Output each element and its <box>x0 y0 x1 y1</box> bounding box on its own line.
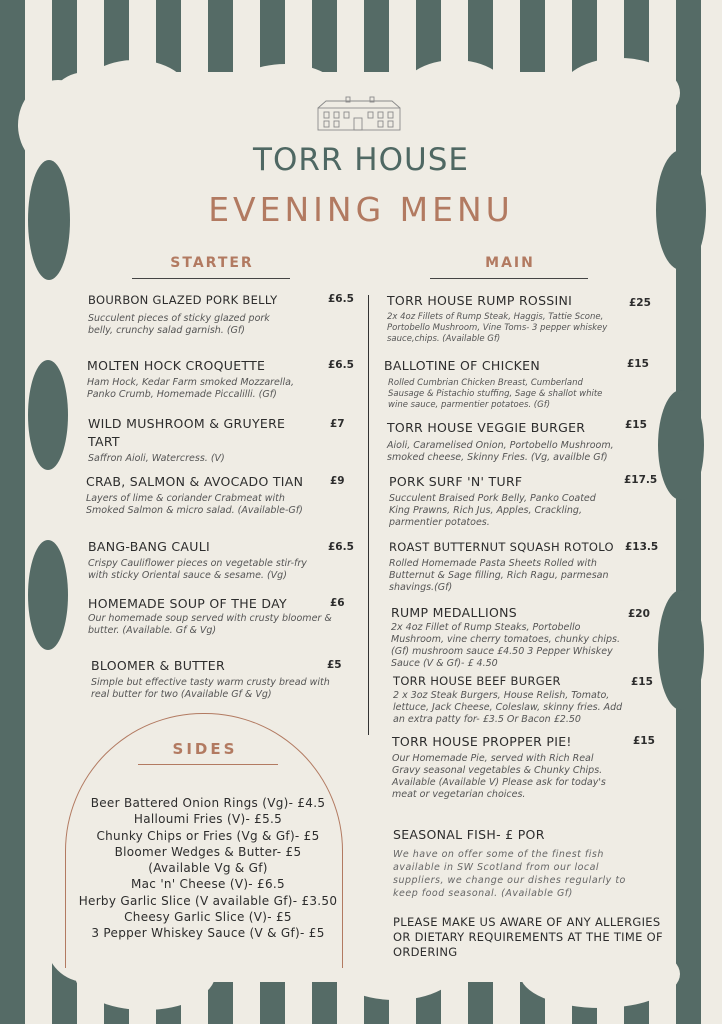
item-price: £5 <box>327 659 342 671</box>
item-desc: 2 x 3oz Steak Burgers, House Relish, Tomato, lettuce, Jack Cheese, Coleslaw, skinny fries. Add an extra patty for- £3.5 Or Bacon £2.50 <box>393 690 623 725</box>
starter-item <box>87 357 322 401</box>
item-name: CRAB, SALMON & AVOCADO TIAN <box>86 474 304 489</box>
side-item: Chunky Chips or Fries (Vg & Gf)- £5 <box>96 828 320 843</box>
item-name: WILD MUSHROOM & GRUYERE TART <box>88 416 286 449</box>
main-item <box>393 672 623 726</box>
starter-item <box>88 415 303 465</box>
side-item: (Available Vg & Gf) <box>148 861 268 876</box>
item-name: SEASONAL FISH- £ POR <box>393 827 545 842</box>
item-name: BALLOTINE OF CHICKEN <box>384 358 540 373</box>
item-name: TORR HOUSE BEEF BURGER <box>393 674 561 688</box>
side-item: Halloumi Fries (V)- £5.5 <box>133 812 283 827</box>
item-price: £6.5 <box>328 541 354 553</box>
side-item: Bloomer Wedges & Butter- £5 <box>114 844 302 859</box>
house-illustration-icon <box>316 96 402 132</box>
item-name: TORR HOUSE PROPPER PIE! <box>392 734 572 749</box>
main-item-fish <box>393 826 653 844</box>
sides-list <box>60 795 356 942</box>
item-desc: Crispy Cauliflower pieces on vegetable stir-fry with sticky Oriental sauce & sesame. (Vg) <box>88 558 307 581</box>
starter-item <box>88 291 318 337</box>
item-name: ROAST BUTTERNUT SQUASH ROTOLO <box>389 540 614 554</box>
item-desc: 2x 4oz Fillet of Rump Steaks, Portobello Mushroom, vine cherry tomatoes, chunky chips. (Gf) mushroom sauce £4.50 3 Pepper Whiskey Sauce (V & Gf)- £ 4.50 <box>391 622 620 669</box>
item-name: RUMP MEDALLIONS <box>391 605 518 620</box>
item-name: HOMEMADE SOUP OF THE DAY <box>88 596 287 611</box>
item-desc: We have on offer some of the finest fish available in SW Scotland from our local suppliers, we change our dishes regularly to keep food seasonal. (Available Gf) <box>393 849 626 899</box>
item-name: BANG-BANG CAULI <box>88 539 210 554</box>
item-price: £20 <box>628 608 650 620</box>
main-rule <box>430 278 588 279</box>
side-item: Mac 'n' Cheese (V)- £6.5 <box>131 877 285 892</box>
item-desc: Simple but effective tasty warm crusty bread with real butter for two (Available Gf & Vg) <box>91 677 330 700</box>
starter-heading: STARTER <box>170 255 254 271</box>
item-name: PORK SURF 'N' TURF <box>389 474 523 489</box>
item-name: BLOOMER & BUTTER <box>91 658 225 673</box>
main-heading: MAIN <box>485 255 535 271</box>
main-item <box>392 733 612 801</box>
side-item: Beer Battered Onion Rings (Vg)- £4.5 <box>90 796 326 810</box>
main-item <box>391 604 621 670</box>
side-item: Cheesy Garlic Slice (V)- £5 <box>124 910 292 925</box>
side-item: Herby Garlic Slice (V available Gf)- £3.50 <box>78 893 338 908</box>
item-price: £15 <box>627 358 649 370</box>
main-item <box>387 419 622 464</box>
item-desc: Our homemade soup served with crusty bloomer & butter. (Available. Gf & Vg) <box>88 613 332 636</box>
item-price: £17.5 <box>624 474 658 486</box>
main-item <box>384 357 614 411</box>
item-desc: 2x 4oz Fillets of Rump Steak, Haggis, Tattie Scone, Portobello Mushroom, Vine Toms- 3 pepper whiskey sauce,chips. (Available Gf) <box>387 312 608 344</box>
item-price: £6.5 <box>328 359 354 371</box>
item-desc: Our Homemade Pie, served with Rich Real Gravy seasonal vegetables & Chunky Chips. Available (Available V) Please ask for today's meat or vegetarian choices. <box>392 753 606 800</box>
main-item <box>387 292 622 345</box>
starter-rule <box>132 278 290 279</box>
item-name: TORR HOUSE VEGGIE BURGER <box>387 420 586 435</box>
item-desc: Succulent Braised Pork Belly, Panko Coated King Prawns, Rich Jus, Apples, Crackling, parmentier potatoes. <box>389 493 596 528</box>
item-name: BOURBON GLAZED PORK BELLY <box>88 293 278 307</box>
item-price: £6 <box>330 597 345 609</box>
item-price: £15 <box>631 676 653 688</box>
item-price: £13.5 <box>625 541 659 553</box>
main-item <box>389 473 604 529</box>
item-desc: Rolled Homemade Pasta Sheets Rolled with Butternut & Sage filling, Rich Ragu, parmesan shavings.(Gf) <box>389 558 609 593</box>
menu-title: EVENING MENU <box>208 190 514 229</box>
item-price: £15 <box>625 419 647 431</box>
starter-item <box>86 473 326 517</box>
side-item: 3 Pepper Whiskey Sauce (V & Gf)- £5 <box>91 926 325 941</box>
starter-item <box>88 538 318 582</box>
starter-item <box>91 657 331 701</box>
item-price: £7 <box>330 418 345 430</box>
item-price: £25 <box>629 297 651 309</box>
item-price: £15 <box>633 735 655 747</box>
sides-heading: SIDES <box>172 740 238 758</box>
column-divider <box>368 295 369 735</box>
allergy-notice: PLEASE MAKE US AWARE OF ANY ALLERGIES OR DIETARY REQUIREMENTS AT THE TIME OF ORDERING <box>393 915 663 959</box>
item-desc: Aioli, Caramelised Onion, Portobello Mushroom, smoked cheese, Skinny Fries. (Vg, availble Gf) <box>387 440 614 463</box>
item-name: MOLTEN HOCK CROQUETTE <box>87 358 266 373</box>
brand-name: TORR HOUSE <box>253 142 469 178</box>
item-price: £9 <box>330 475 345 487</box>
item-price: £6.5 <box>328 293 354 305</box>
item-desc: Succulent pieces of sticky glazed pork belly, crunchy salad garnish. (Gf) <box>88 313 270 336</box>
item-desc: Saffron Aioli, Watercress. (V) <box>88 453 225 464</box>
item-desc: Ham Hock, Kedar Farm smoked Mozzarella, Panko Crumb, Homemade Piccalilli. (Gf) <box>87 377 295 400</box>
item-desc: Layers of lime & coriander Crabmeat with Smoked Salmon & micro salad. (Available-Gf) <box>86 493 303 516</box>
item-name: TORR HOUSE RUMP ROSSINI <box>387 293 573 308</box>
starter-item <box>88 595 333 637</box>
main-item <box>389 538 624 594</box>
sides-rule <box>138 764 278 765</box>
item-desc: Rolled Cumbrian Chicken Breast, Cumberland Sausage & Pistachio stuffing, Sage & shallot white wine sauce, parmentier potatoes. (Gf) <box>388 378 603 410</box>
